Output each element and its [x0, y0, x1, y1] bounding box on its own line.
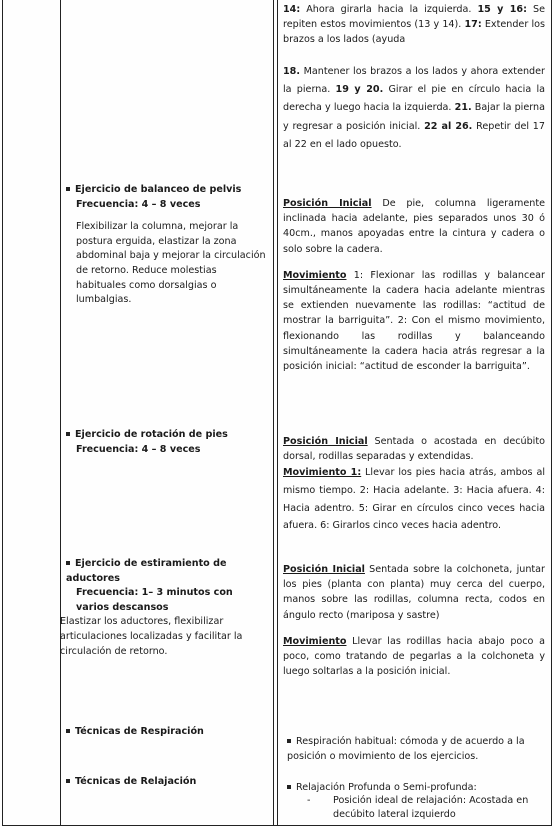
- bullet-square-icon: [66, 729, 70, 733]
- exercise-right-cell-adductors: [283, 562, 545, 679]
- breathing-title-text: Técnicas de Respiración: [75, 726, 204, 737]
- movement-text: Llevar las rodillas hacia abajo poco a poco, como tratando de pegarlas a la colchoneta y luego soltarlas a la posición inicial.: [283, 635, 545, 678]
- exercise-left-cell-adductors: [60, 557, 266, 659]
- exercise-left-cell-feet: [66, 428, 266, 457]
- continuation-para-2: [283, 63, 545, 154]
- initial-position-label: Posición Inicial: [283, 564, 365, 575]
- column-divider-3: [277, 0, 278, 826]
- exercise-left-cell-pelvis: [66, 183, 266, 308]
- movement: [283, 634, 545, 680]
- relaxation-subitem-text: Posición ideal de relajación: Acostada en decúbito lateral izquierdo: [333, 795, 529, 820]
- breathing-right-cell: [287, 734, 545, 764]
- exercise-right-cell-feet: [283, 434, 545, 535]
- initial-position-label: Posición Inicial: [283, 436, 368, 447]
- initial-position: [283, 562, 545, 623]
- step-text: Se repiten estos movimientos (13 y 14).: [283, 4, 545, 31]
- exercise-description: Flexibilizar la columna, mejorar la postura erguida, elastizar la zona abdominal baja y mejorar la circulación de retorno. Reduce molestias habituales como dorsalgias o lumbalgias.: [76, 221, 266, 306]
- bullet-square-icon: [66, 432, 70, 436]
- continuation-para-1: [283, 2, 545, 48]
- step-text: Repetir del 17 al 22 en el lado opuesto.: [283, 120, 546, 150]
- breathing-text-content: Respiración habitual: cómoda y de acuerdo a la posición o movimiento de los ejercicios.: [287, 736, 525, 763]
- step-number: 21.: [454, 102, 472, 114]
- exercise-title-text: Ejercicio de rotación de pies: [75, 429, 228, 440]
- step-number: 18.: [283, 65, 300, 77]
- relaxation-title-text: Técnicas de Relajación: [75, 776, 197, 787]
- exercise-title: [66, 557, 266, 586]
- movement-label: Movimiento: [283, 269, 347, 281]
- initial-position-text: Sentada sobre la colchoneta, juntar los pies (planta con planta) muy cerca del cuerpo, manos sobre las rodillas, columna recta, codos en ángulo recto (mariposa y sastre): [283, 564, 545, 621]
- bullet-square-icon: [287, 739, 291, 743]
- movement-text: Llevar los pies hacia atrás, ambos al mismo tiempo. 2: Hacia adelante. 3: Hacia afuera. 4: Hacia adentro. 5: Girar en círculos cinco veces hacia afuera. 6: Girarlos cinco veces hacia adentro.: [283, 467, 545, 532]
- initial-position-label: Posición Inicial: [283, 198, 372, 209]
- exercise-title-text: Ejercicio de balanceo de pelvis: [75, 184, 242, 195]
- step-number: 17:: [464, 19, 482, 31]
- step-number: 19 y 20.: [335, 83, 384, 95]
- relaxation-left-cell: [66, 775, 266, 790]
- initial-position: [283, 434, 545, 464]
- step-text: Mantener los brazos a los lados y ahora extender la pierna.: [283, 65, 545, 95]
- column-divider-2: [273, 0, 274, 826]
- exercise-title: [66, 183, 266, 198]
- step-number: 14:: [283, 4, 301, 15]
- initial-position: [283, 196, 545, 257]
- exercise-description: Elastizar los aductores, flexibilizar articulaciones localizadas y facilitar la circulación de retorno.: [60, 616, 243, 657]
- step-number: 15 y 16:: [477, 4, 527, 15]
- exercise-frequency: Frecuencia: 1– 3 minutos con varios descansos: [76, 587, 233, 613]
- step-text: Girar el pie en círculo hacia la derecha y luego hacia la izquierda.: [283, 83, 545, 114]
- breathing-left-cell: [66, 725, 266, 740]
- relaxation-subitem: [287, 794, 545, 821]
- bullet-square-icon: [66, 779, 70, 783]
- exercise-title-text: Ejercicio de estiramiento de aductores: [66, 558, 227, 584]
- exercise-title: [66, 428, 266, 443]
- movement-label: Movimiento 1:: [283, 467, 362, 479]
- step-text: Extender los brazos a los lados (ayuda: [283, 19, 545, 46]
- bullet-square-icon: [66, 561, 70, 565]
- initial-position-text: De pie, columna ligeramente inclinada hacia adelante, pies separados unos 30 ó 40cm., manos apoyadas entre la cintura y cadera o solo sobre la cadera.: [283, 198, 545, 255]
- movement-label: Movimiento: [283, 635, 347, 647]
- step-text: Ahora girarla hacia la izquierda.: [300, 4, 478, 15]
- column-divider-1: [60, 0, 61, 826]
- exercise-frequency: Frecuencia: 4 – 8 veces: [76, 443, 201, 455]
- breathing-text: [287, 734, 545, 764]
- relaxation-text-content: Relajación Profunda o Semi-profunda:: [296, 782, 477, 793]
- step-text: Bajar la pierna y regresar a posición inicial.: [283, 102, 545, 132]
- relaxation-right-cell: [287, 781, 545, 821]
- relaxation-title: [66, 775, 266, 790]
- movement-text: 1: Flexionar las rodillas y balancear simultáneamente la cadera hacia adelante mientras se extienden nuevamente las rodillas: “actitud de mostrar la barriguita”. 2: Con el mismo movimiento, flexionando las rodillas y balanceando simultáneamente la cadera hacia atrás regresar a la posición inicial: “actitud de esconder la barriguita”.: [283, 269, 545, 373]
- initial-position-text: Sentada o acostada en decúbito dorsal, rodillas separadas y extendidas.: [283, 436, 545, 463]
- exercise-right-cell-pelvis: [283, 196, 545, 374]
- relaxation-text: [287, 781, 545, 794]
- bullet-square-icon: [287, 785, 291, 789]
- movement: [283, 464, 545, 534]
- step-number: 22 al 26.: [424, 120, 473, 132]
- bullet-square-icon: [66, 187, 70, 191]
- continuation-cell: [283, 2, 545, 154]
- breathing-title: [66, 725, 266, 740]
- exercise-frequency: Frecuencia: 4 – 8 veces: [76, 198, 201, 210]
- movement: [283, 268, 545, 374]
- dash-marker: -: [307, 795, 311, 807]
